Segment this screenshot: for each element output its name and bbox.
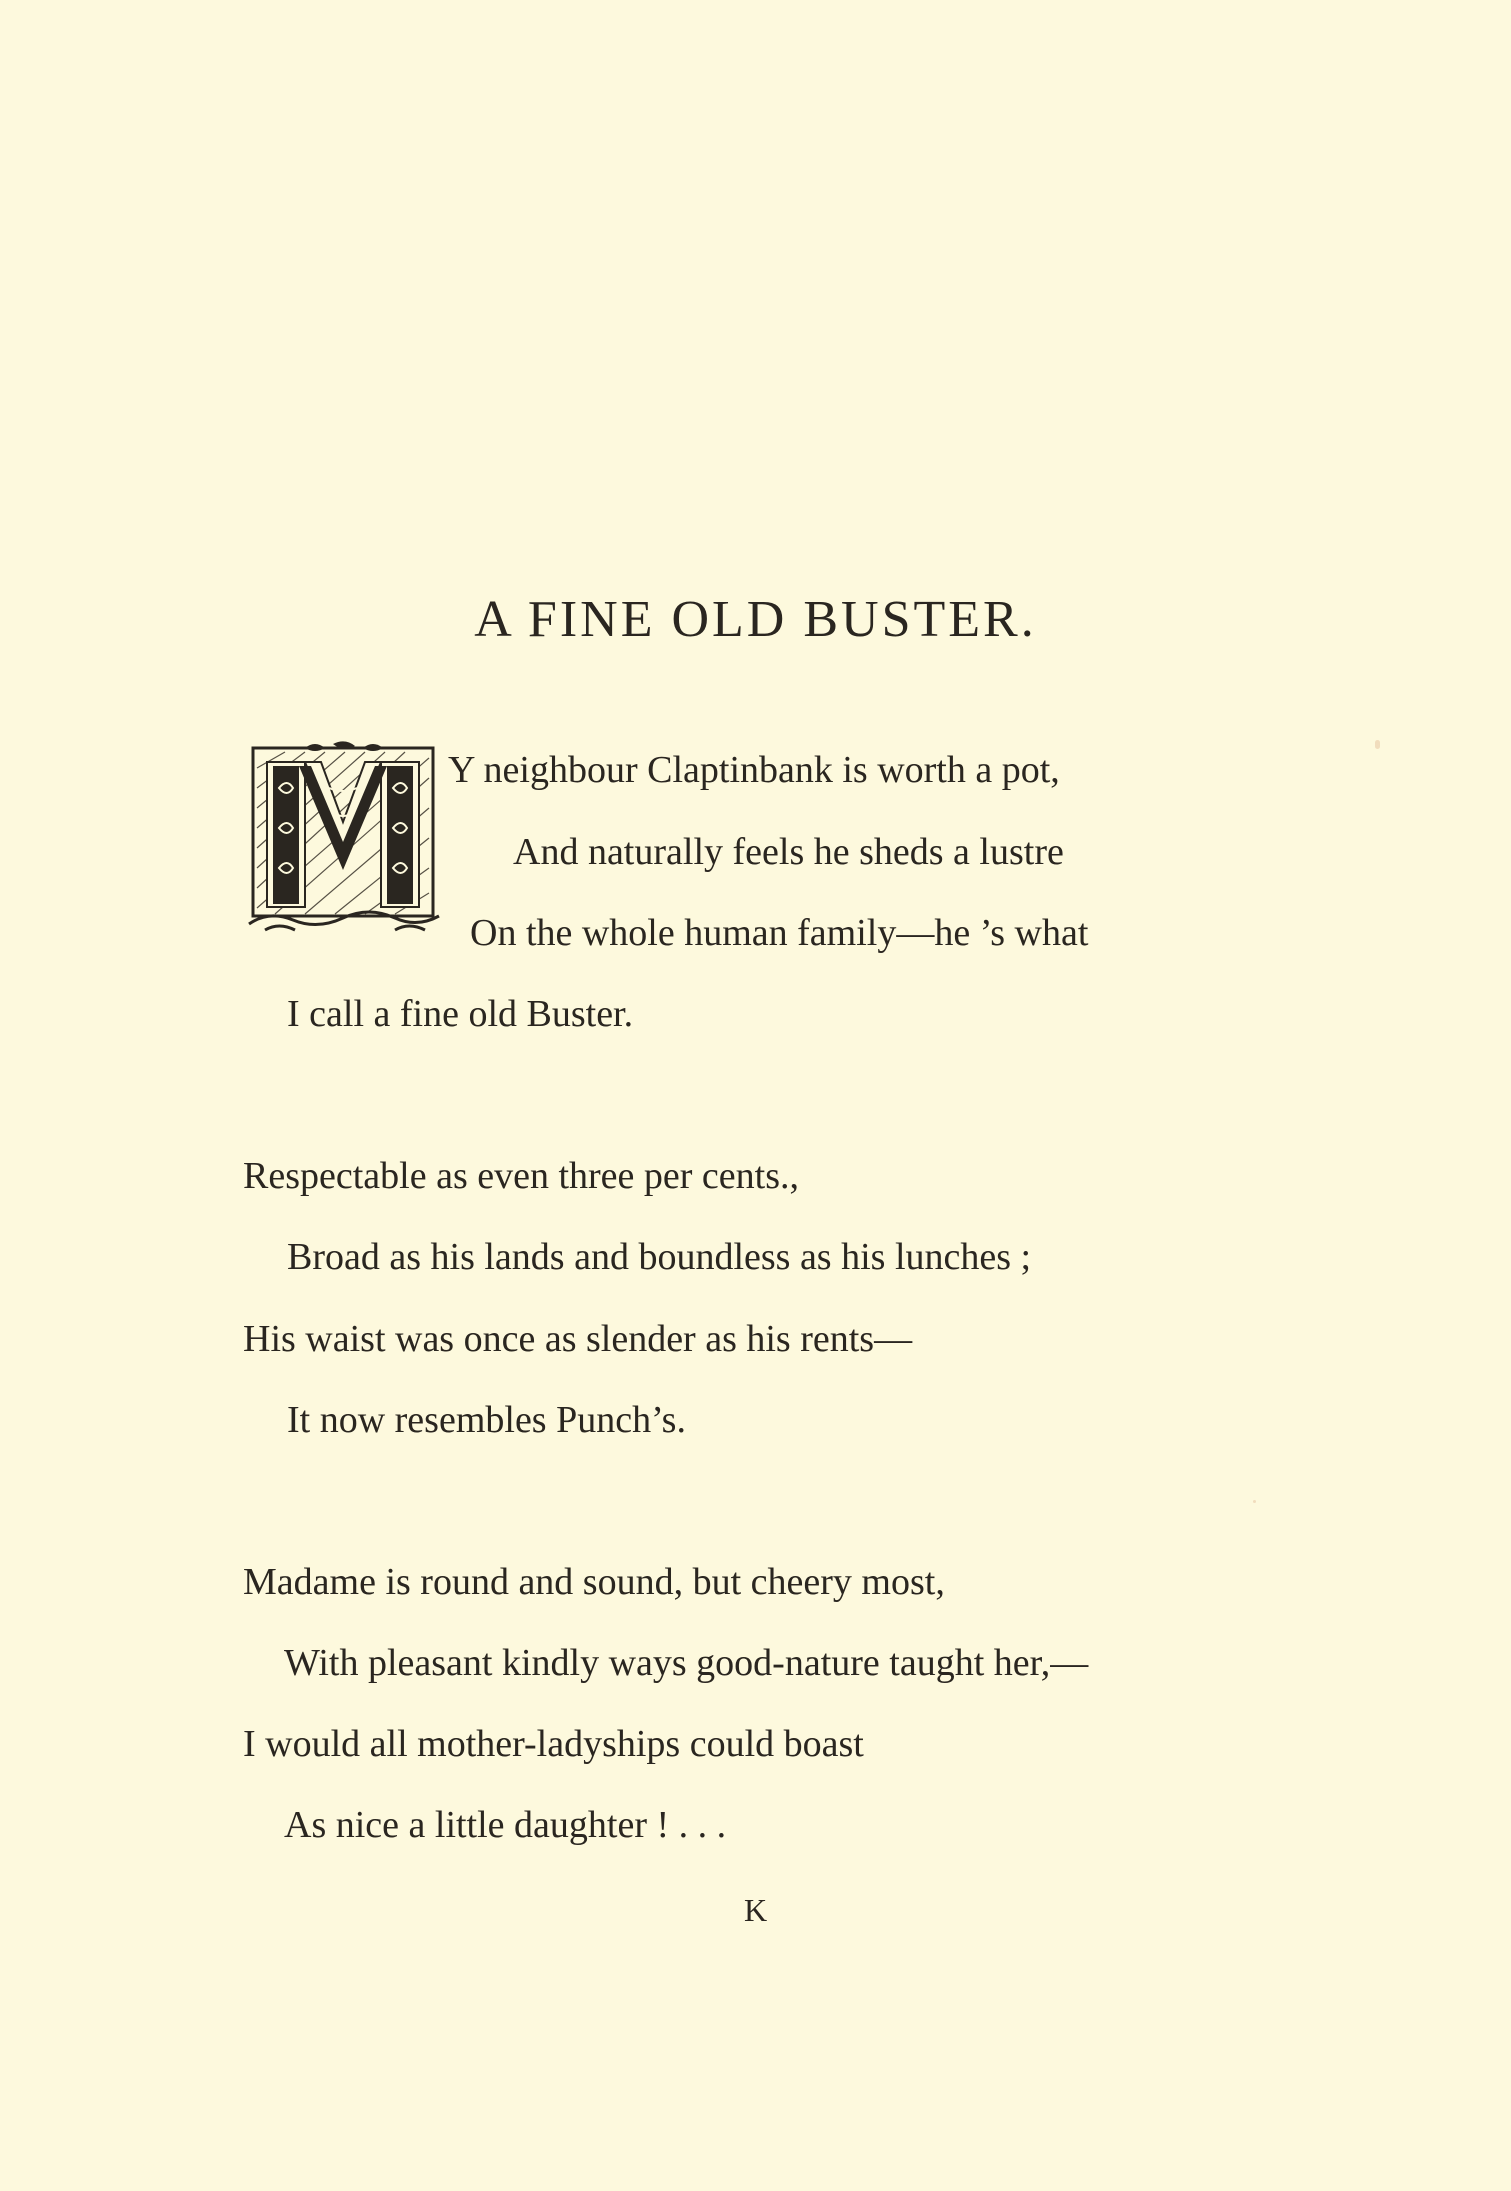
stanza-3-line-3: I would all mother-ladyships could boast xyxy=(243,1723,864,1765)
stanza-2-line-1: Respectable as even three per cents., xyxy=(243,1155,800,1197)
stanza-3-line-1: Madame is round and sound, but cheery most, xyxy=(243,1561,945,1603)
stanza-2-line-4: It now resembles Punch’s. xyxy=(287,1399,686,1441)
stanza-1-line-3: On the whole human family—he ’s what xyxy=(470,912,1089,954)
stanza-3-line-4: As nice a little daughter ! . . . xyxy=(284,1804,727,1846)
stanza-1-line-1: Y neighbour Claptinbank is worth a pot, xyxy=(448,749,1060,791)
stanza-2-line-3: His waist was once as slender as his rents— xyxy=(243,1318,913,1360)
paper-spot xyxy=(1375,740,1380,749)
ornamental-initial-m-icon xyxy=(245,738,443,938)
stanza-1-line-2: And naturally feels he sheds a lustre xyxy=(513,831,1064,873)
stanza-2-line-2: Broad as his lands and boundless as his lunches ; xyxy=(287,1236,1032,1278)
signature-mark: K xyxy=(743,1892,768,1928)
stanza-3-line-2: With pleasant kindly ways good-nature taught her,— xyxy=(284,1642,1089,1684)
poem-title: A FINE OLD BUSTER. xyxy=(474,591,1037,648)
drop-cap-m-icon xyxy=(245,738,443,938)
stanza-1-line-4: I call a fine old Buster. xyxy=(287,993,634,1035)
paper-spot xyxy=(1253,1500,1256,1503)
